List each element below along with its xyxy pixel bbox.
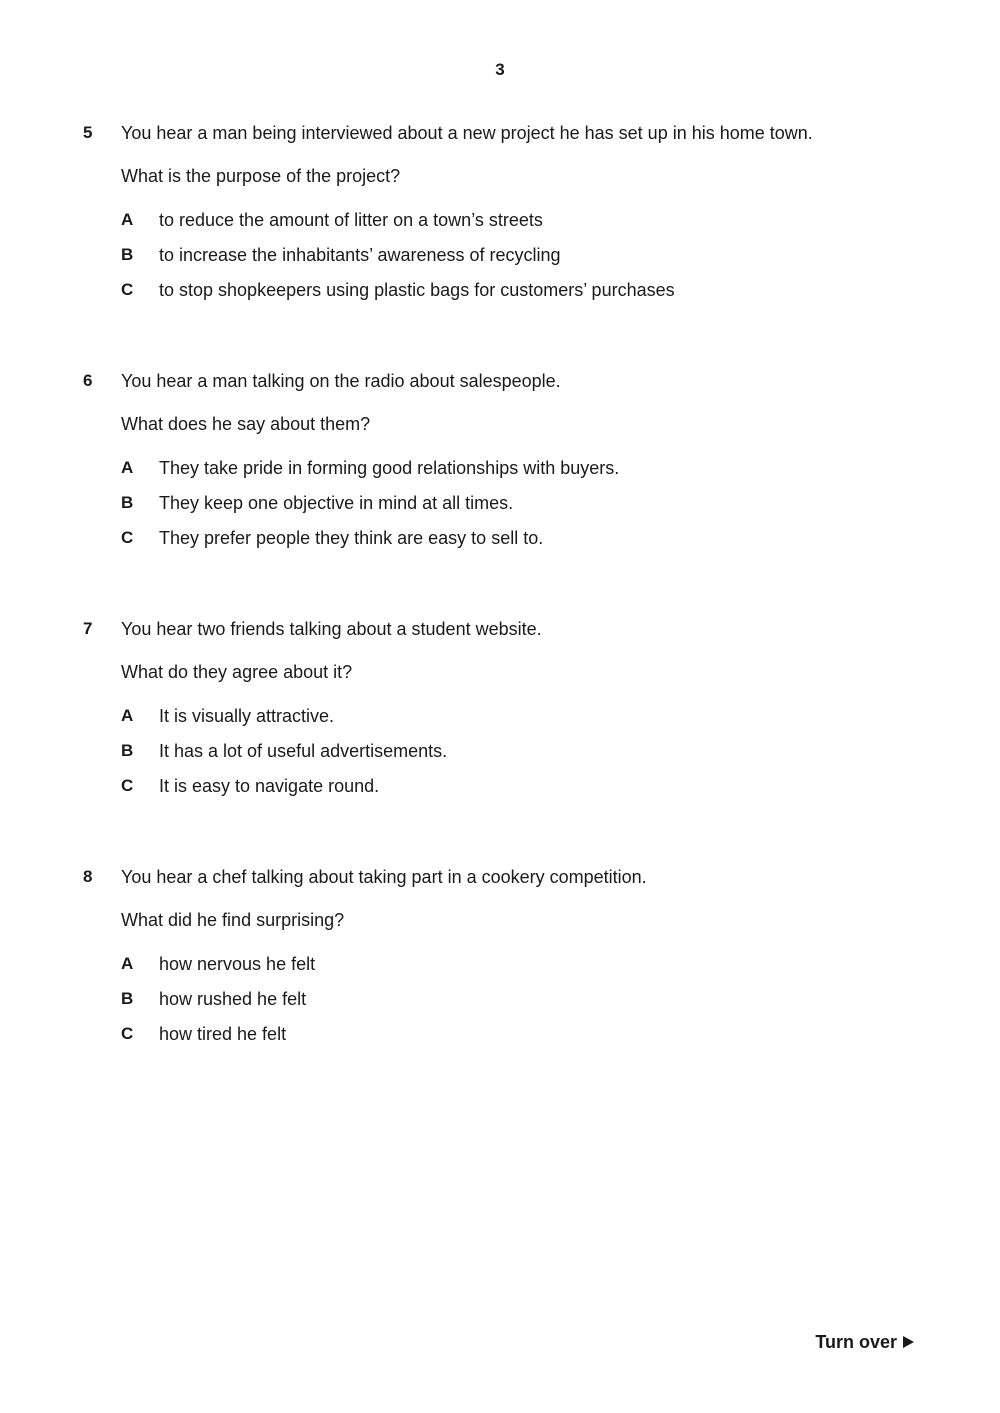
question-prompt: What does he say about them? xyxy=(121,414,371,434)
option-text: They keep one objective in mind at all times. xyxy=(159,493,514,513)
option-text: to increase the inhabitants’ awareness of recycling xyxy=(159,245,561,265)
question-prompt: What did he find surprising? xyxy=(121,910,345,930)
option-b[interactable] xyxy=(121,989,921,1013)
question-stem: You hear a chef talking about taking part in a cookery competition. xyxy=(121,867,647,887)
question-prompt: What do they agree about it? xyxy=(121,662,353,682)
option-text: how rushed he felt xyxy=(159,989,307,1009)
option-letter: A xyxy=(121,458,134,477)
question-stem: You hear a man being interviewed about a new project he has set up in his home town. xyxy=(121,123,813,143)
option-letter: B xyxy=(121,989,134,1008)
option-a[interactable] xyxy=(121,954,921,978)
option-text: to stop shopkeepers using plastic bags for customers’ purchases xyxy=(159,280,675,300)
option-letter: B xyxy=(121,245,134,264)
option-b[interactable] xyxy=(121,741,921,765)
option-letter: C xyxy=(121,280,134,299)
question-stem: You hear two friends talking about a student website. xyxy=(121,619,542,639)
option-a[interactable] xyxy=(121,210,921,234)
question-number: 8 xyxy=(83,867,93,886)
turn-over-text: Turn over xyxy=(815,1332,897,1352)
option-text: They take pride in forming good relationships with buyers. xyxy=(159,458,620,478)
option-text: It is visually attractive. xyxy=(159,706,335,726)
page-number: 3 xyxy=(495,60,505,79)
option-a[interactable] xyxy=(121,706,921,730)
option-text: They prefer people they think are easy to sell to. xyxy=(159,528,544,548)
option-c[interactable] xyxy=(121,776,921,800)
option-letter: C xyxy=(121,776,134,795)
turn-over-label xyxy=(815,1332,914,1353)
option-text: It has a lot of useful advertisements. xyxy=(159,741,448,761)
option-letter: A xyxy=(121,210,134,229)
option-c[interactable] xyxy=(121,280,921,304)
option-letter: A xyxy=(121,954,134,973)
question-number: 5 xyxy=(83,123,93,142)
option-c[interactable] xyxy=(121,528,921,552)
option-letter: A xyxy=(121,706,134,725)
option-c[interactable] xyxy=(121,1024,921,1048)
option-letter: B xyxy=(121,741,134,760)
option-letter: B xyxy=(121,493,134,512)
option-text: It is easy to navigate round. xyxy=(159,776,380,796)
option-text: to reduce the amount of litter on a town’s streets xyxy=(159,210,543,230)
option-text: how tired he felt xyxy=(159,1024,287,1044)
option-a[interactable] xyxy=(121,458,921,482)
question-number: 7 xyxy=(83,619,93,638)
option-letter: C xyxy=(121,1024,134,1043)
question-stem: You hear a man talking on the radio about salespeople. xyxy=(121,371,561,391)
arrow-right-icon xyxy=(903,1336,914,1348)
option-b[interactable] xyxy=(121,493,921,517)
option-text: how nervous he felt xyxy=(159,954,316,974)
question-prompt: What is the purpose of the project? xyxy=(121,166,401,186)
option-letter: C xyxy=(121,528,134,547)
option-b[interactable] xyxy=(121,245,921,269)
question-number: 6 xyxy=(83,371,93,390)
